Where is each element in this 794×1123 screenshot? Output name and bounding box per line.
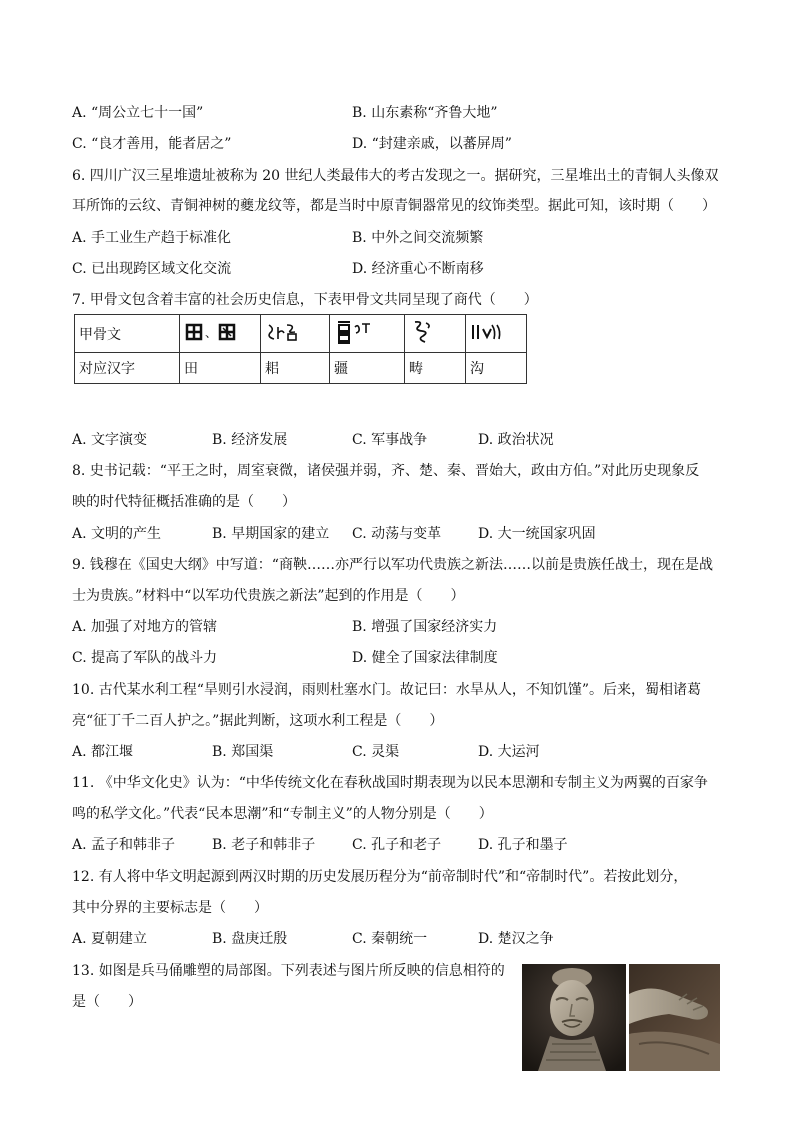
modern-char-2: 耜: [261, 353, 330, 384]
oracle-glyph-gou: [466, 315, 527, 353]
svg-text:、: 、: [205, 325, 218, 340]
q12-option-b: B. 盘庚迁殷: [212, 931, 288, 947]
q5-option-c: C. “良才善用，能者居之”: [72, 136, 232, 152]
q9-option-d: D. 健全了国家法律制度: [352, 650, 498, 666]
q6-option-c: C. 已出现跨区域文化交流: [72, 261, 232, 277]
oracle-glyph-jiang: [330, 315, 405, 353]
q6-option-b: B. 中外之间交流频繁: [352, 230, 484, 246]
q7-option-a: A. 文字演变: [72, 432, 148, 448]
q10-option-d: D. 大运河: [478, 744, 540, 760]
q9-stem-line2: 士为贵族。”材料中“以军功代贵族之新法”起到的作用是（ ）: [72, 588, 465, 604]
q13-stem-line2: 是（ ）: [72, 994, 142, 1010]
q12-option-a: A. 夏朝建立: [72, 931, 148, 947]
q6-option-d: D. 经济重心不断南移: [352, 261, 484, 277]
q11-option-d: D. 孔子和墨子: [478, 837, 568, 853]
q8-option-d: D. 大一统国家巩固: [478, 526, 596, 542]
q12-option-c: C. 秦朝统一: [352, 931, 428, 947]
q11-option-a: A. 孟子和韩非子: [72, 837, 176, 853]
q5-option-d: D. “封建亲戚，以蕃屏周”: [352, 136, 512, 152]
q9-option-c: C. 提高了军队的战斗力: [72, 650, 218, 666]
q9-option-a: A. 加强了对地方的管辖: [72, 619, 218, 635]
q9-option-b: B. 增强了国家经济实力: [352, 619, 498, 635]
q8-option-c: C. 动荡与变革: [352, 526, 442, 542]
q6-option-a: A. 手工业生产趋于标准化: [72, 230, 232, 246]
q11-option-b: B. 老子和韩非子: [212, 837, 316, 853]
q7-option-c: C. 军事战争: [352, 432, 428, 448]
q13-stem-line1: 13. 如图是兵马俑雕塑的局部图。下列表述与图片所反映的信息相符的: [72, 963, 505, 979]
q11-stem-line1: 11. 《中华文化史》认为：“中华传统文化在春秋战国时期表现为以民本思潮和专制主义为两翼的百家争: [72, 775, 708, 791]
q9-stem-line1: 9. 钱穆在《国史大纲》中写道：“商鞅……亦严行以军功代贵族之新法……以前是贵族任战士，现在是战: [72, 557, 713, 573]
terracotta-hand-photo: [629, 964, 720, 1071]
q8-stem-line2: 映的时代特征概括准确的是（ ）: [72, 494, 296, 510]
q12-option-d: D. 楚汉之争: [478, 931, 554, 947]
q10-stem-line1: 10. 古代某水利工程“旱则引水浸润，雨则杜塞水门。故记曰：水旱从人，不知饥馑”。后来，蜀相诸葛: [72, 682, 702, 698]
q6-stem-line1: 6. 四川广汉三星堆遗址被称为 20 世纪人类最伟大的考古发现之一。据研究，三星堆出土的青铜人头像双: [72, 168, 719, 184]
q8-stem-line1: 8. 史书记载：“平王之时，周室衰微，诸侯强并弱，齐、楚、秦、晋始大，政由方伯。”对此历史现象反: [72, 463, 700, 479]
q12-stem-line2: 其中分界的主要标志是（ ）: [72, 900, 268, 916]
q8-option-a: A. 文明的产生: [72, 526, 162, 542]
q10-option-c: C. 灵渠: [352, 744, 400, 760]
table-header-modern: 对应汉字: [75, 353, 180, 384]
q7-stem: 7. 甲骨文包含着丰富的社会历史信息，下表甲骨文共同呈现了商代（ ）: [72, 292, 538, 308]
q11-stem-line2: 鸣的私学文化。”代表“民本思潮”和“专制主义”的人物分别是（ ）: [72, 806, 493, 822]
oracle-glyph-chou: [405, 315, 466, 353]
modern-char-4: 畴: [405, 353, 466, 384]
q8-option-b: B. 早期国家的建立: [212, 526, 330, 542]
oracle-glyph-tian: [180, 315, 261, 353]
q7-option-b: B. 经济发展: [212, 432, 288, 448]
q10-stem-line2: 亮“征丁千二百人护之。”据此判断，这项水利工程是（ ）: [72, 713, 444, 729]
oracle-glyph-si: [261, 315, 330, 353]
terracotta-head-photo: [522, 964, 626, 1071]
modern-char-3: 疆: [330, 353, 405, 384]
q10-option-a: A. 都江堰: [72, 744, 134, 760]
q10-option-b: B. 郑国渠: [212, 744, 274, 760]
q5-option-b: B. 山东素称“齐鲁大地”: [352, 105, 498, 121]
table-header-oracle: 甲骨文: [75, 315, 180, 353]
q11-option-c: C. 孔子和老子: [352, 837, 442, 853]
q7-option-d: D. 政治状况: [478, 432, 554, 448]
modern-char-5: 沟: [466, 353, 527, 384]
oracle-bone-table: [74, 314, 527, 384]
q12-stem-line1: 12. 有人将中华文明起源到两汉时期的历史发展历程分为“前帝制时代”和“帝制时代”。若按此划分，: [72, 869, 688, 885]
q6-stem-line2: 耳所饰的云纹、青铜神树的夔龙纹等，都是当时中原青铜器常见的纹饰类型。据此可知，该时期（ ）: [72, 198, 716, 214]
modern-char-1: 田: [180, 353, 261, 384]
q5-option-a: A. “周公立七十一国”: [72, 105, 204, 121]
